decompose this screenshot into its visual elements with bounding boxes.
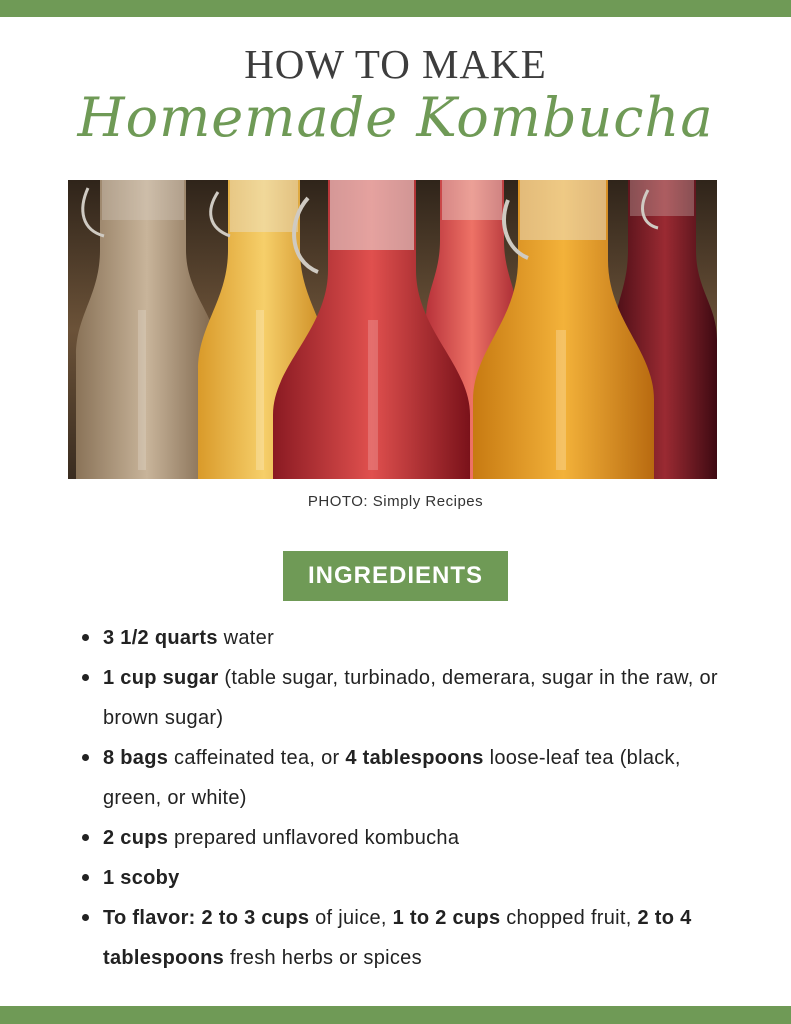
ingredient-quantity: 8 bags [103, 747, 169, 769]
ingredient-text: (table sugar, turbinado, demerara, sugar in the raw, or brown sugar) [103, 667, 718, 729]
ingredient-item [78, 818, 728, 858]
photo-caption: PHOTO: Simply Recipes [307, 493, 484, 510]
page-subtitle-script: Homemade Kombucha [77, 86, 714, 149]
top-accent-band [0, 0, 791, 17]
ingredient-quantity: 4 tablespoons [345, 747, 484, 769]
ingredient-item [78, 658, 728, 738]
bullet-icon [82, 754, 89, 761]
ingredient-text: chopped fruit, [500, 907, 638, 929]
ingredient-quantity: 2 cups [103, 827, 169, 849]
ingredient-quantity: 3 1/2 quarts [103, 627, 218, 649]
ingredient-quantity: 1 to 2 cups [392, 907, 501, 929]
ingredients-heading: INGREDIENTS [283, 551, 508, 601]
bottles-illustration [68, 180, 717, 479]
ingredients-list [78, 618, 728, 978]
page-title: HOW TO MAKE [244, 41, 547, 87]
bullet-icon [82, 634, 89, 641]
bullet-icon [82, 874, 89, 881]
ingredient-text: prepared unflavored kombucha [168, 827, 460, 849]
ingredient-quantity: To flavor: 2 to 3 cups [103, 907, 310, 929]
ingredient-item [78, 738, 728, 818]
ingredient-quantity: 2 to 4 tablespoons [103, 907, 692, 969]
bullet-icon [82, 914, 89, 921]
ingredient-text: loose-leaf tea (black, green, or white) [103, 747, 681, 809]
ingredient-text: fresh herbs or spices [224, 947, 422, 969]
ingredient-text: of juice, [309, 907, 393, 929]
bullet-icon [82, 674, 89, 681]
ingredient-quantity: 1 scoby [103, 867, 180, 889]
ingredient-item [78, 618, 728, 658]
ingredient-item [78, 898, 728, 978]
bottom-accent-band [0, 1006, 791, 1024]
kombucha-bottles-photo [68, 180, 717, 479]
ingredient-item [78, 858, 728, 898]
ingredient-text: caffeinated tea, or [168, 747, 346, 769]
bullet-icon [82, 834, 89, 841]
ingredient-quantity: 1 cup sugar [103, 667, 219, 689]
ingredient-text: water [217, 627, 275, 649]
